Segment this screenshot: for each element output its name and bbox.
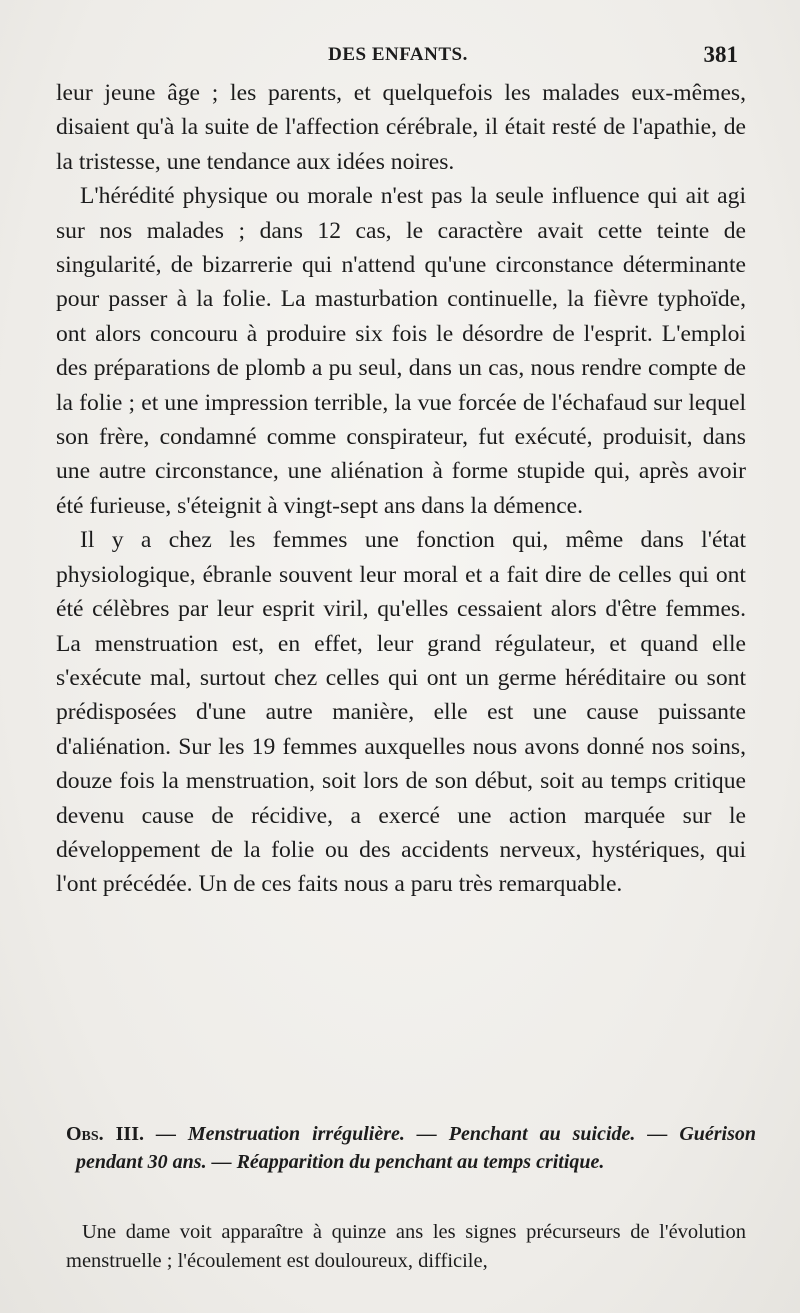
- page-number: 381: [703, 42, 738, 67]
- observation-text: Une dame voit apparaître à quinze ans les signes précurseurs de l'évolution menstruelle ; l'écoulement est douloureux, difficile,: [66, 1221, 746, 1272]
- running-head: DES ENFANTS.: [328, 44, 468, 65]
- observation-label: Obs. III. —: [66, 1123, 176, 1145]
- page-header: [58, 40, 738, 76]
- paragraph-menstruation: Il y a chez les femmes une fonction qui, même dans l'état physiologique, ébranle souvent leur moral et a fait dire de celles qui ont été célèbres par leur esprit viril, qu'elles cessaient alors d'être femmes. La menstruation est, en effet, leur grand régulateur, et quand elle s'exécute mal, surtout chez celles qui ont un germe héréditaire ou sont prédisposées d'une autre manière, elle est une cause puissante d'aliénation. Sur les 19 femmes auxquelles nous avons donné nos soins, douze fois la menstruation, soit lors de son début, soit au temps critique devenu cause de récidive, a exercé une action marquée sur le développement de la folie ou des accidents nerveux, hystériques, qui l'ont précédée. Un de ces faits nous a paru très remarquable.: [56, 527, 746, 898]
- paragraph-continuation: leur jeune âge ; les parents, et quelquefois les malades eux-mêmes, disaient qu'à la suite de l'affection cérébrale, il était resté de l'apathie, de la tristesse, une tendance aux idées noires.: [56, 80, 746, 175]
- observation-heading: [66, 1120, 756, 1176]
- paragraph-heredity: L'hérédité physique ou morale n'est pas la seule influence qui ait agi sur nos malades ; dans 12 cas, le caractère avait cette teinte de singularité, de bizarrerie qui n'attend qu'une circonstance déterminante pour passer à la folie. La masturbation continuelle, la fièvre typhoïde, ont alors concouru à produire six fois le désordre de l'esprit. L'emploi des préparations de plomb a pu seul, dans un cas, nous rendre compte de la folie ; et une impression terrible, la vue forcée de l'échafaud sur lequel son frère, condamné comme conspirateur, fut exécuté, produisit, dans une autre circonstance, une aliénation à forme stupide qui, après avoir été furieuse, s'éteignit à vingt-sept ans dans la démence.: [56, 183, 746, 519]
- observation-title: Menstruation irrégulière. — Penchant au suicide. — Guérison pendant 30 ans. — Réapparition du penchant au temps critique.: [76, 1123, 757, 1173]
- main-text: [56, 76, 746, 902]
